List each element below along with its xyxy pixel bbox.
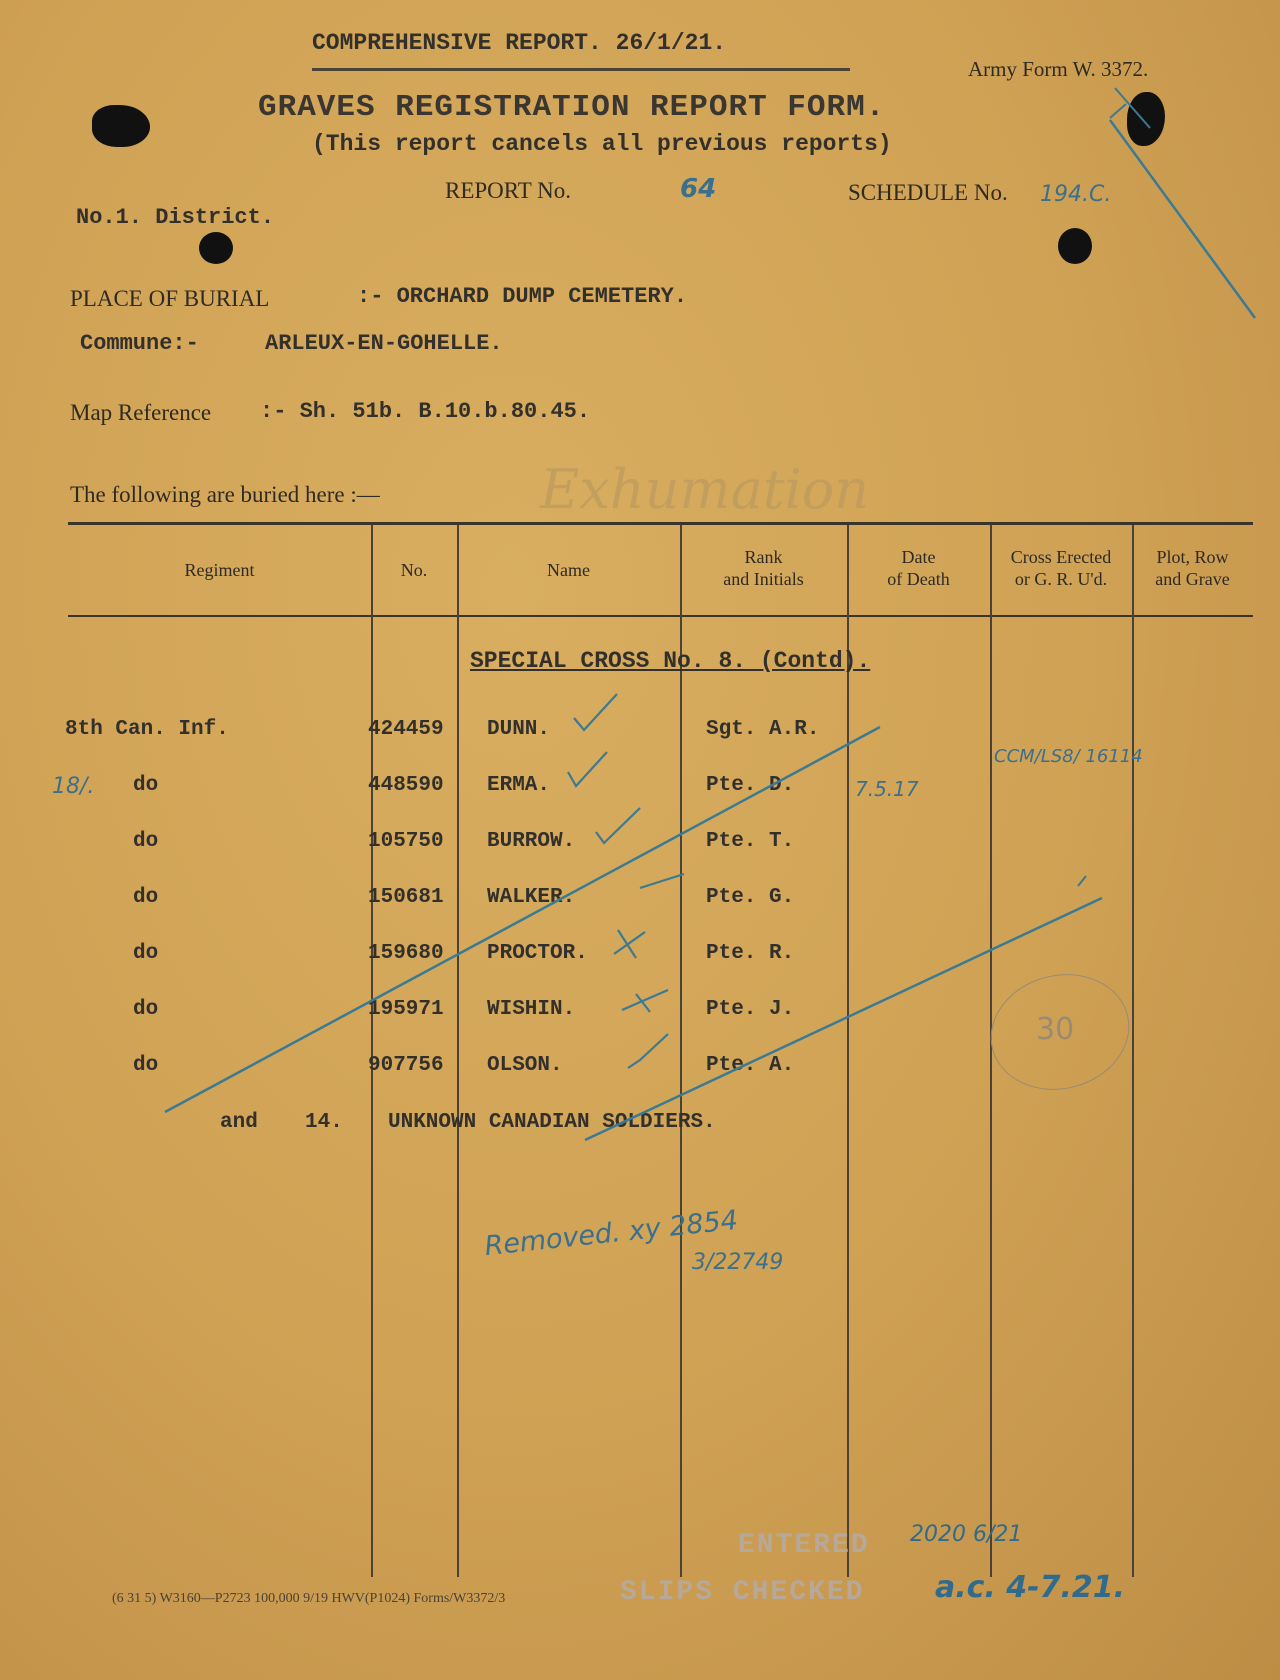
cell-regiment: do [133,886,159,909]
check-mark-icon [628,1034,668,1068]
cell-name: PROCTOR. [487,942,588,965]
map-reference-label: Map Reference [70,400,212,425]
cell-rank: Pte. R. [706,942,795,965]
header-date-line2: of Death [887,569,950,589]
district-label: No.1. District. [76,205,275,230]
commune-value: ARLEUX-EN-GOHELLE. [265,331,503,356]
check-mark-icon [574,694,617,730]
form-subtitle: (This report cancels all previous reports) [312,131,892,157]
removed-note: Removed. xy 2854 [483,1204,740,1263]
cell-rank: Pte. G. [706,886,795,909]
cell-number: 150681 [368,886,444,909]
army-form-code: Army Form W. 3372. [968,57,1149,81]
cell-number: 907756 [368,1054,444,1077]
header-cross-line1: Cross Erected [1010,547,1112,567]
cell-name: OLSON. [487,1054,563,1077]
exhumation-handwriting: Exhumation [540,458,870,521]
cell-name: BURROW. [487,830,576,853]
circled-number-value: 30 [1036,1012,1075,1047]
cell-rank: Sgt. A.R. [706,718,820,741]
header-no: No. [400,560,428,580]
place-of-burial-value: :- ORCHARD DUMP CEMETERY. [357,284,688,309]
comprehensive-report-title: COMPREHENSIVE REPORT. 26/1/21. [312,30,727,56]
cell-regiment: do [133,830,159,853]
cell-number: 195971 [368,998,444,1021]
check-mark-icon [640,874,684,888]
cell-number: 448590 [368,774,444,797]
header-rank-line1: Rank [744,547,783,567]
check-mark-icon [596,808,640,843]
entered-stamp: ENTERED [738,1530,870,1561]
cell-rank: Pte. J. [706,998,795,1021]
form-main-title: GRAVES REGISTRATION REPORT FORM. [258,90,886,125]
report-number-label: REPORT No. [445,178,571,203]
header-name: Name [547,560,590,580]
corner-mark-icon [1110,120,1255,318]
report-number-value: 64 [680,174,717,204]
cell-regiment: do [133,942,159,965]
unknown-and: and [220,1111,258,1134]
cell-regiment: do [133,774,159,797]
slips-checked-stamp: SLIPS CHECKED [620,1577,865,1608]
unknown-count: 14. [305,1111,343,1134]
commune-label: Commune:- [80,331,199,356]
cell-regiment: 8th Can. Inf. [65,718,229,741]
cell-rank: Pte. A. [706,1054,795,1077]
cell-regiment: do [133,998,159,1021]
header-rank-line2: and Initials [723,569,804,589]
header-cross-line2: or G. R. U'd. [1014,569,1108,589]
cell-name: ERMA. [487,774,551,797]
map-reference-value: :- Sh. 51b. B.10.b.80.45. [260,399,591,424]
header-date-line1: Date [901,547,936,567]
corner-mark-icon [1110,104,1126,118]
cell-number: 424459 [368,718,444,741]
special-cross-heading: SPECIAL CROSS No. 8. (Contd). [470,648,871,674]
cancel-line-icon [585,898,1102,1140]
cell-rank: Pte. D. [706,774,795,797]
place-of-burial-label: PLACE OF BURIAL [70,286,270,311]
tick-mark-icon [1078,876,1086,886]
check-mark-icon [568,752,607,786]
removed-note-ref: 3/22749 [692,1250,784,1275]
printer-imprint: (6 31 5) W3160—P2723 100,000 9/19 HWV(P1024) Forms/W3372/3 [112,1591,506,1606]
cross-mark-icon [614,930,645,958]
cell-number: 105750 [368,830,444,853]
header-plot-line1: Plot, Row [1156,547,1229,567]
header-regiment: Regiment [184,560,255,580]
cross-reference-handwritten: CCM/LS8/ 16114 [994,746,1143,767]
checked-handwritten: a.c. 4-7.21. [935,1570,1126,1605]
date-of-death-handwritten: 7.5.17 [855,777,919,801]
buried-here-label: The following are buried here :— [70,482,380,507]
cancel-line-icon [165,727,880,1112]
schedule-number-label: SCHEDULE No. [848,180,1008,205]
cross-mark-icon [622,990,668,1012]
unknown-soldiers-text: UNKNOWN CANADIAN SOLDIERS. [388,1111,716,1134]
cell-name: WISHIN. [487,998,576,1021]
cell-regiment: do [133,1054,159,1077]
cell-name: WALKER. [487,886,576,909]
schedule-number-value: 194.C. [1040,182,1112,207]
margin-handwritten-mark: 18/. [52,774,95,799]
cell-number: 159680 [368,942,444,965]
entered-handwritten: 2020 6/21 [910,1522,1023,1547]
cell-name: DUNN. [487,718,551,741]
header-plot-line2: and Grave [1155,569,1230,589]
cell-rank: Pte. T. [706,830,795,853]
